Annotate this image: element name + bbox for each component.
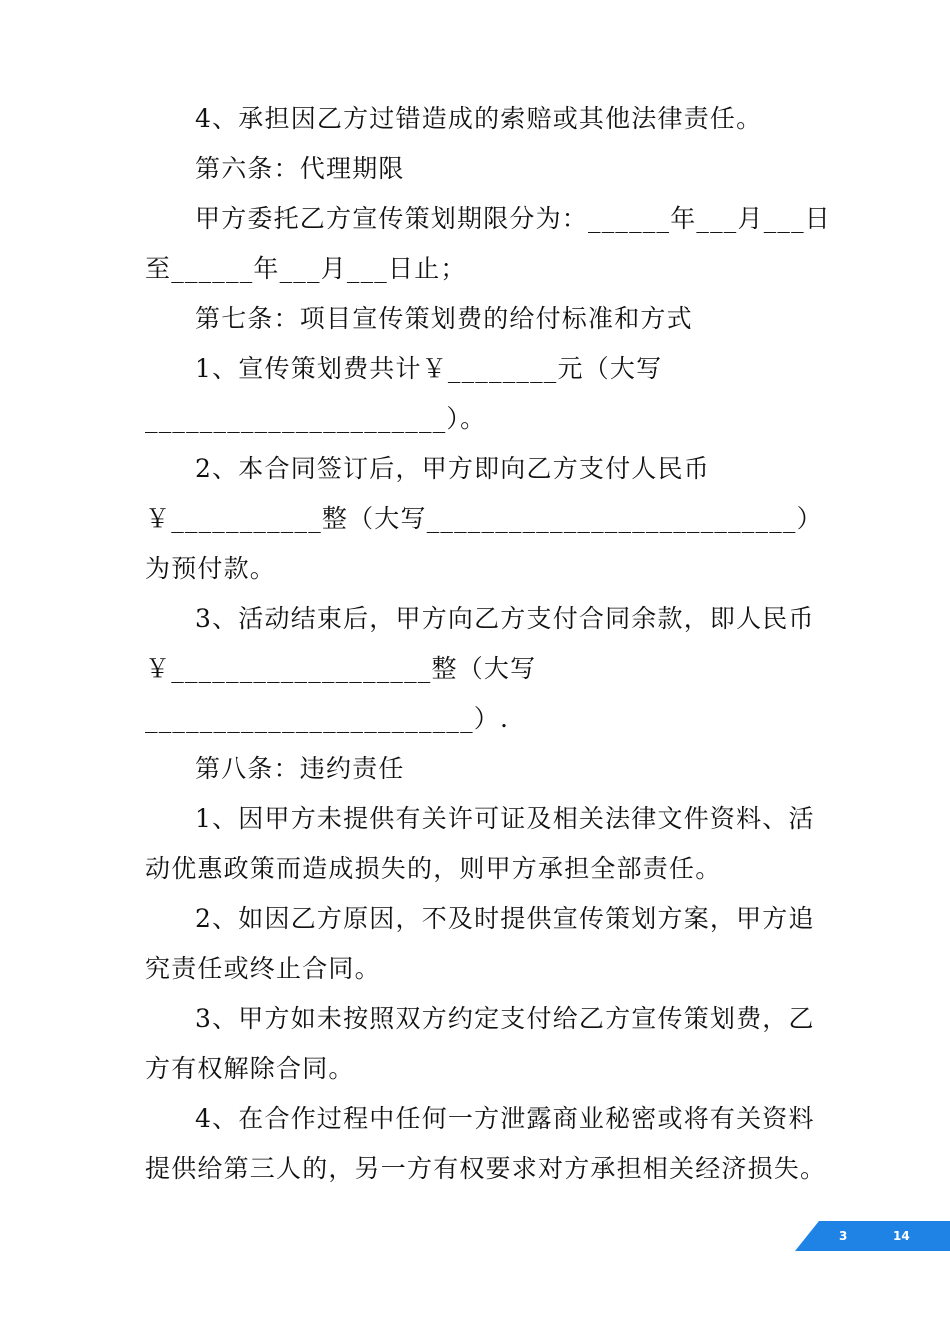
- term-line-1: 甲方委托乙方宣传策划期限分为：______年___月___日: [195, 204, 832, 233]
- liability-item-1-line-1: 1、因甲方未提供有关许可证及相关法律文件资料、活: [195, 804, 815, 833]
- page-footer-bar: [795, 1221, 950, 1251]
- article-6-heading: 第六条：代理期限: [195, 154, 405, 183]
- term-line-2: 至______年___月___日止；: [145, 254, 467, 283]
- current-page-number: 3: [839, 1229, 848, 1243]
- article-7-heading: 第七条：项目宣传策划费的给付标准和方式: [195, 304, 693, 333]
- liability-item-4-line-1: 4、在合作过程中任何一方泄露商业秘密或将有关资料: [195, 1104, 815, 1133]
- fee-item-3-line-1: 3、活动结束后，甲方向乙方支付合同余款，即人民币: [195, 604, 815, 633]
- fee-item-2-line-1: 2、本合同签订后，甲方即向乙方支付人民币: [195, 454, 710, 483]
- fee-item-1-line-1: 1、宣传策划费共计￥________元（大写: [195, 354, 663, 383]
- clause-5-item-4: 4、承担因乙方过错造成的索赔或其他法律责任。: [195, 104, 763, 133]
- fee-item-3-line-2: ￥___________________整（大写: [145, 654, 537, 683]
- liability-item-3-line-1: 3、甲方如未按照双方约定支付给乙方宣传策划费，乙: [195, 1004, 815, 1033]
- fee-item-1-line-2: ______________________）。: [145, 404, 487, 433]
- liability-item-2-line-2: 究责任或终止合同。: [145, 954, 381, 983]
- liability-item-4-line-2: 提供给第三人的，另一方有权要求对方承担相关经济损失。: [145, 1154, 827, 1183]
- liability-item-3-line-2: 方有权解除合同。: [145, 1054, 355, 1083]
- liability-item-1-line-2: 动优惠政策而造成损失的，则甲方承担全部责任。: [145, 854, 722, 883]
- total-pages-number: 14: [893, 1229, 910, 1243]
- article-8-heading: 第八条：违约责任: [195, 754, 405, 783]
- liability-item-2-line-1: 2、如因乙方原因，不及时提供宣传策划方案，甲方追: [195, 904, 815, 933]
- fee-item-2-line-3: 为预付款。: [145, 554, 277, 583]
- fee-item-3-line-3: ________________________）.: [145, 704, 510, 733]
- fee-item-2-line-2: ￥___________整（大写___________________________）: [145, 504, 823, 533]
